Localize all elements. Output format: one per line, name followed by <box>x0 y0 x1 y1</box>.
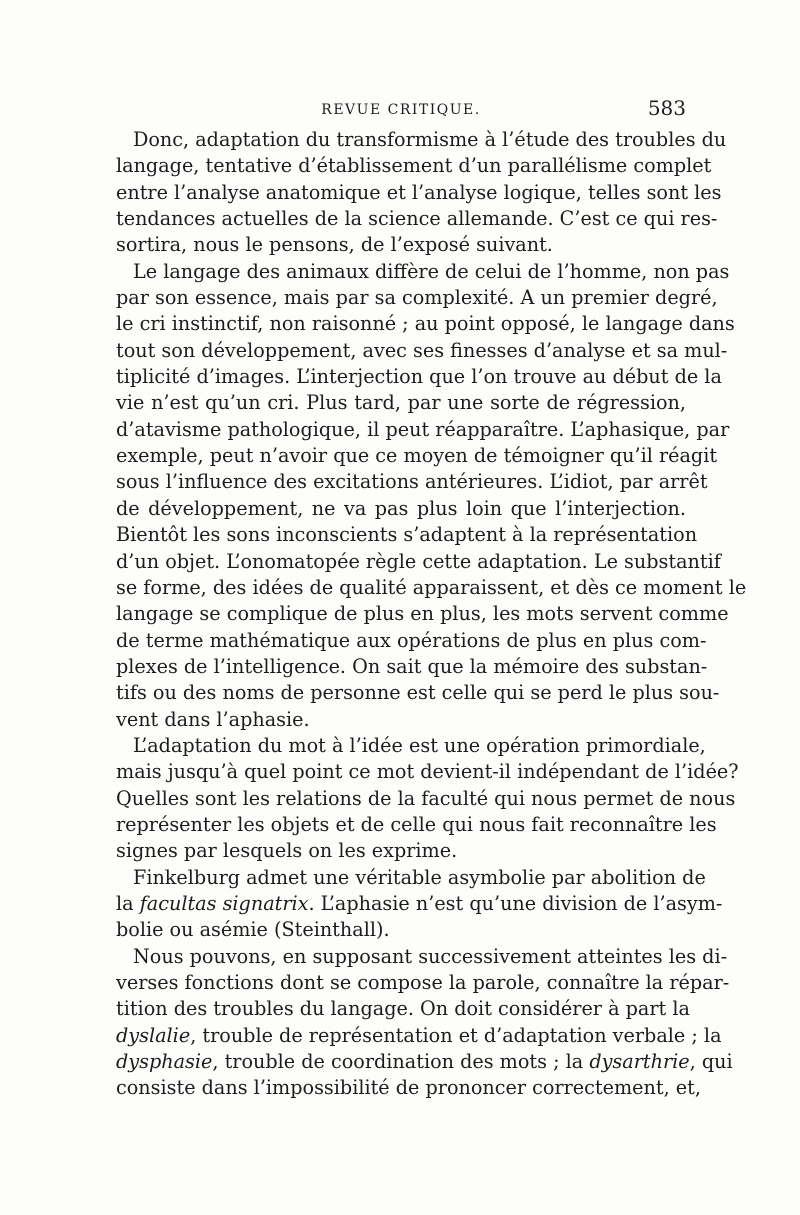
text-line: signes par lesquels on les exprime. <box>116 839 458 863</box>
text-line: de développement, ne va pas plus loin que l’interjection. <box>116 496 686 520</box>
term-dyslalie: dyslalie <box>116 1023 191 1047</box>
text-line: Donc, adaptation du transformisme à l’étude des troubles du <box>133 128 727 151</box>
text-line: consiste dans l’impossibilité de prononcer correctement, et, <box>116 1076 701 1100</box>
text-line: le cri instinctif, non raisonné ; au point opposé, le langage dans <box>116 312 735 336</box>
paragraph-5 <box>116 944 733 1102</box>
text-line: verses fonctions dont se compose la parole, connaître la répar- <box>116 971 730 994</box>
text-line: exemple, peut n’avoir que ce moyen de témoigner qu’il réagit <box>116 444 718 468</box>
text-run: , qui <box>689 1050 733 1074</box>
text-line: tition des troubles du langage. On doit considérer à part la <box>116 997 690 1021</box>
text-line: se forme, des idées de qualité apparaissent, et dès ce moment le <box>116 575 747 599</box>
text-line: mais jusqu’à quel point ce mot devient-il indépendant de l’idée? <box>116 760 739 784</box>
text-line: de terme mathématique aux opérations de plus en plus com- <box>116 628 707 652</box>
text-run: , trouble de coordination des mots ; la <box>212 1050 590 1074</box>
text-line: Le langage des animaux diffère de celui de l’homme, non pas <box>133 259 730 283</box>
text-line <box>116 1049 733 1075</box>
text-line: tout son développement, avec ses finesses d’analyse et sa mul- <box>116 338 728 362</box>
text-line: Nous pouvons, en supposant successivement atteintes les di- <box>133 944 728 968</box>
text-line: Finkelburg admet une véritable asymbolie par abolition de <box>133 865 706 889</box>
paragraph-4 <box>116 865 723 944</box>
text-line: par son essence, mais par sa complexité. A un premier degré, <box>116 286 718 310</box>
text-line: tiplicité d’images. L’interjection que l’on trouve au début de la <box>116 365 722 389</box>
body-text <box>116 127 747 1102</box>
text-line: bolie ou asémie (Steinthall). <box>116 918 390 942</box>
text-line: tendances actuelles de la science allemande. C’est ce qui res- <box>116 207 718 231</box>
text-line: représenter les objets et de celle qui nous fait reconnaître les <box>116 812 717 836</box>
paragraph-3 <box>116 733 739 865</box>
text-line: vie n’est qu’un cri. Plus tard, par une sorte de régression, <box>116 391 686 415</box>
page-number: 583 <box>647 96 686 120</box>
text-line: plexes de l’intelligence. On sait que la mémoire des substan- <box>116 654 708 678</box>
text-line: L’adaptation du mot à l’idée est une opération primordiale, <box>133 733 706 757</box>
text-line: entre l’analyse anatomique et l’analyse logique, telles sont les <box>116 180 722 204</box>
latin-term: facultas signatrix <box>139 891 309 915</box>
text-line: langage se complique de plus en plus, les mots servent comme <box>116 602 729 626</box>
term-dysphasie: dysphasie <box>116 1050 213 1074</box>
paragraph-2 <box>116 259 747 733</box>
text-line <box>116 1023 722 1049</box>
text-run: la <box>116 891 140 915</box>
text-line: sous l’influence des excitations antérieures. L’idiot, par arrêt <box>116 470 708 494</box>
text-line: langage, tentative d’établissement d’un parallélisme complet <box>116 154 712 178</box>
text-line: sortira, nous le pensons, de l’exposé suivant. <box>116 233 553 257</box>
page-header <box>116 94 686 124</box>
paragraph-1 <box>116 127 727 259</box>
text-line: Bientôt les sons inconscients s’adaptent à la représentation <box>116 523 698 547</box>
text-run: . L’aphasie n’est qu’une division de l’asym- <box>308 891 723 915</box>
running-title: REVUE CRITIQUE. <box>321 102 481 118</box>
term-dysarthrie: dysarthrie <box>589 1050 690 1074</box>
text-line: vent dans l’aphasie. <box>116 707 310 731</box>
text-line: d’atavisme pathologique, il peut réapparaître. L’aphasique, par <box>116 417 730 441</box>
text-line: d’un objet. L’onomatopée règle cette adaptation. Le substantif <box>116 549 721 573</box>
text-line: Quelles sont les relations de la faculté qui nous permet de nous <box>116 786 736 810</box>
text-run: , trouble de représentation et d’adaptation verbale ; la <box>190 1023 722 1047</box>
text-line: tifs ou des noms de personne est celle qui se perd le plus sou- <box>116 681 720 705</box>
text-line <box>116 891 723 917</box>
